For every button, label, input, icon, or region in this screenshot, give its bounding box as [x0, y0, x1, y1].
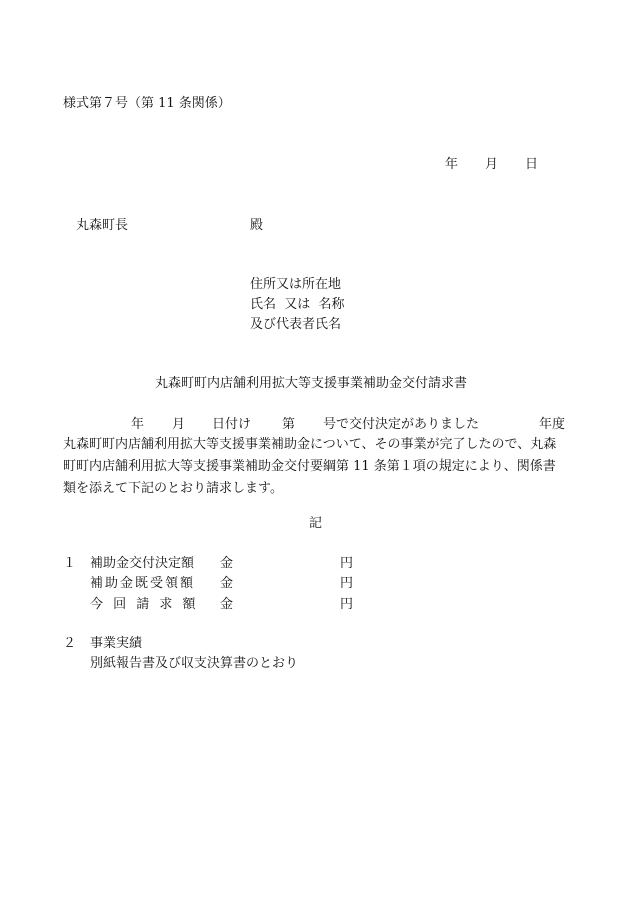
body-line-3: 町町内店舗利用拡大等支援事業補助金交付要綱第 11 条第１項の規定により、関係書 [63, 459, 556, 474]
subsidy-received-currency: 金 [220, 576, 234, 591]
document-title: 丸森町町内店舗利用拡大等支援事業補助金交付請求書 [155, 376, 468, 391]
current-request-currency: 金 [220, 597, 234, 612]
body-number-prefix: 第 [282, 417, 296, 432]
representative-label: 及び代表者氏名 [250, 317, 342, 332]
address-label: 住所又は所在地 [250, 277, 342, 292]
form-number: 様式第７号（第 11 条関係） [63, 96, 231, 111]
body-line-2: 丸森町町内店舗利用拡大等支援事業補助金について、その事業が完了したので、丸森 [63, 437, 557, 452]
current-request-label: 今 回 請 求 額 [90, 597, 199, 612]
section-1-number: １ [63, 556, 77, 571]
subsidy-decision-unit: 円 [340, 556, 354, 571]
body-month: 月 [172, 417, 186, 432]
body-year: 年 [131, 417, 145, 432]
section-2-heading: 事業実績 [90, 636, 143, 651]
body-dated: 日付け [212, 417, 252, 432]
body-number-suffix: 号で交付決定がありました [323, 417, 480, 432]
date-year-label: 年 [445, 157, 459, 172]
name-label: 氏名 又は 名称 [250, 297, 345, 312]
date-day-label: 日 [525, 157, 539, 172]
addressee-honorific: 殿 [250, 218, 264, 233]
body-line-4: 類を添えて下記のとおり請求します。 [63, 481, 283, 496]
subsidy-received-label: 補助金既受領額 [90, 576, 196, 591]
body-fiscal-year: 年度 [539, 417, 566, 432]
subsidy-decision-currency: 金 [220, 556, 234, 571]
subsidy-decision-label: 補助金交付決定額 [90, 556, 195, 571]
section-2-content: 別紙報告書及び収支決算書のとおり [90, 656, 299, 671]
ki-heading: 記 [309, 516, 323, 531]
subsidy-received-unit: 円 [340, 576, 354, 591]
current-request-unit: 円 [340, 597, 354, 612]
date-month-label: 月 [485, 157, 499, 172]
section-2-number: ２ [63, 636, 77, 651]
addressee-name: 丸森町長 [76, 218, 129, 233]
